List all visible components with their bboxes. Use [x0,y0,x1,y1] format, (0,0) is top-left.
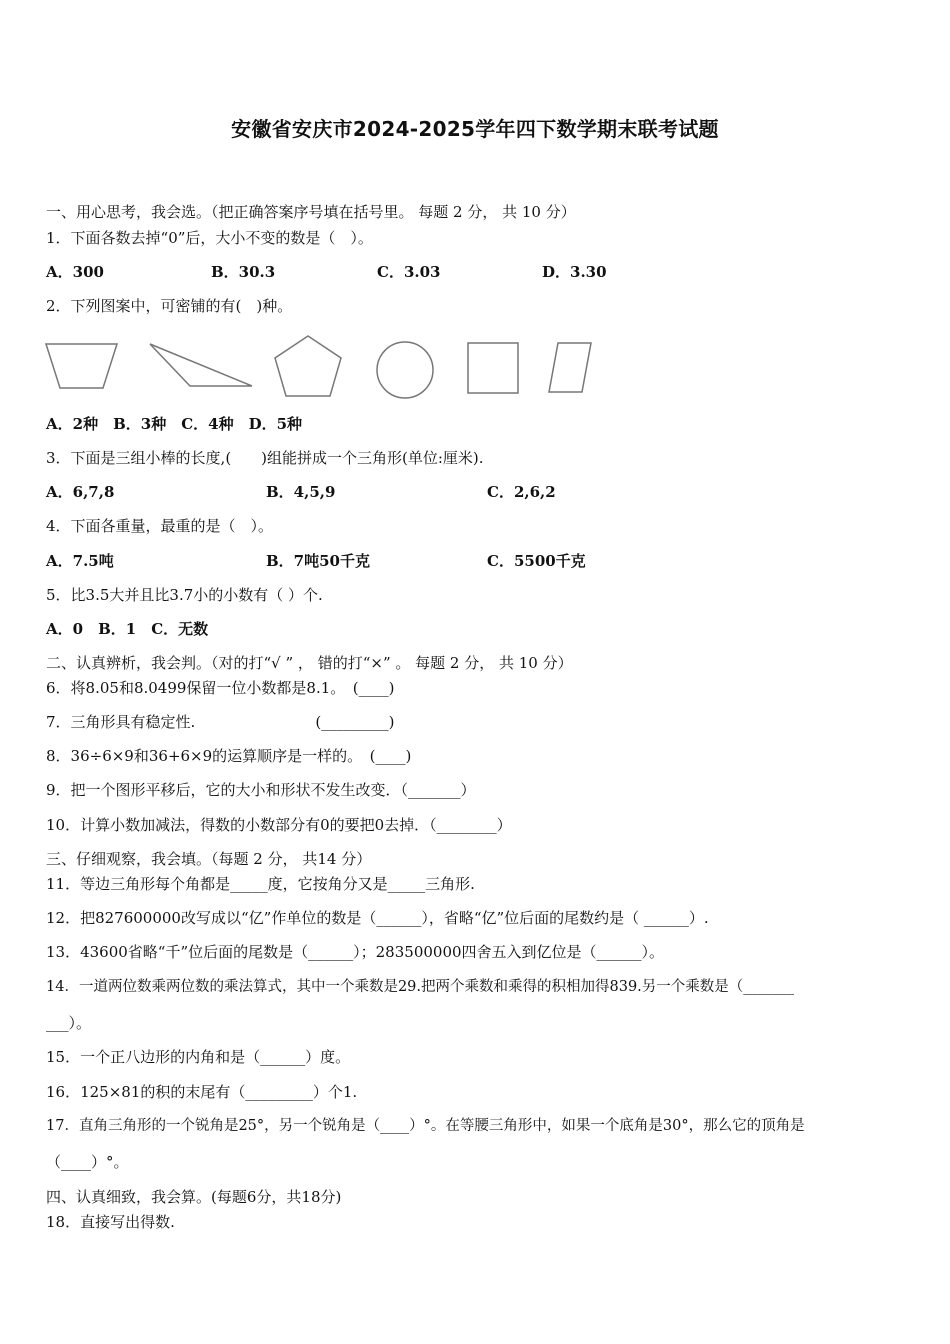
question-3: 3．下面是三组小棒的长度,( )组能拼成一个三角形(单位:厘米). [46,449,484,467]
section-2-heading: 二、认真辨析，我会判。（对的打“√ ” ， 错的打“×” 。 每题 2 分， 共 10 分） [46,654,573,672]
q1-option-b: B．30.3 [211,263,276,281]
square-shape [468,343,518,393]
question-4: 4．下面各重量，最重的是（ ）。 [46,517,274,535]
question-18: 18．直接写出得数. [46,1213,175,1231]
question-14-continued: ___）。 [46,1014,92,1032]
q1-option-c: C．3.03 [377,263,441,281]
q2-options: A．2种 B．3种 C．4种 D．5种 [46,415,303,433]
question-12: 12．把827600000改写成以“亿”作单位的数是（______），省略“亿”位后面的尾数约是（ ______）. [46,909,709,927]
question-17: 17．直角三角形的一个锐角是25°，另一个锐角是（____）°。在等腰三角形中，如果一个底角是30°，那么它的顶角是 [46,1118,805,1134]
trapezoid-shape [46,344,117,388]
q5-options: A．0 B．1 C．无数 [46,620,209,638]
question-11: 11．等边三角形每个角都是_____度，它按角分又是_____三角形. [46,875,475,893]
triangle-shape [150,344,252,386]
question-15: 15．一个正八边形的内角和是（______）度。 [46,1048,351,1066]
question-6: 6．将8.05和8.0499保留一位小数都是8.1。 (____) [46,679,395,697]
question-17-continued: （____）°。 [46,1153,129,1171]
question-7: 7．三角形具有稳定性. (_________) [46,713,395,731]
section-1-heading: 一、用心思考，我会选。（把正确答案序号填在括号里。 每题 2 分， 共 10 分） [46,203,576,221]
q4-option-a: A．7.5吨 [46,552,114,570]
question-2: 2．下列图案中，可密铺的有( )种。 [46,297,293,315]
question-1: 1．下面各数去掉“0”后，大小不变的数是（ ）。 [46,229,373,247]
section-3-heading: 三、仔细观察，我会填。（每题 2 分， 共14 分） [46,850,372,868]
q2-shapes-figure [40,330,600,402]
question-13: 13．43600省略“千”位后面的尾数是（______）；283500000四舍五入到亿位是（______）。 [46,943,665,961]
section-4-heading: 四、认真细致，我会算。(每题6分，共18分) [46,1188,342,1206]
q3-option-c: C．2,6,2 [487,483,556,501]
q4-option-b: B．7吨50千克 [266,552,370,570]
question-16: 16．125×81的积的末尾有（_________）个1. [46,1083,358,1101]
q3-option-a: A．6,7,8 [46,483,115,501]
pentagon-shape [275,336,341,396]
parallelogram-shape [549,343,591,392]
circle-shape [377,342,433,398]
question-10: 10．计算小数加减法，得数的小数部分有0的要把0去掉．（________） [46,816,512,834]
q1-option-d: D．3.30 [542,263,607,281]
q4-option-c: C．5500千克 [487,552,586,570]
q3-option-b: B．4,5,9 [266,483,336,501]
question-14: 14．一道两位数乘两位数的乘法算式，其中一个乘数是29.把两个乘数和乘得的积相加得839.另一个乘数是（_______ [46,979,795,995]
q1-option-a: A．300 [46,263,104,281]
question-8: 8．36÷6×9和36+6×9的运算顺序是一样的。 (____) [46,747,412,765]
question-5: 5．比3.5大并且比3.7小的小数有（ ）个. [46,586,323,604]
question-9: 9．把一个图形平移后，它的大小和形状不发生改变．（_______） [46,781,476,799]
page-title: 安徽省安庆市2024-2025学年四下数学期末联考试题 [231,117,719,141]
